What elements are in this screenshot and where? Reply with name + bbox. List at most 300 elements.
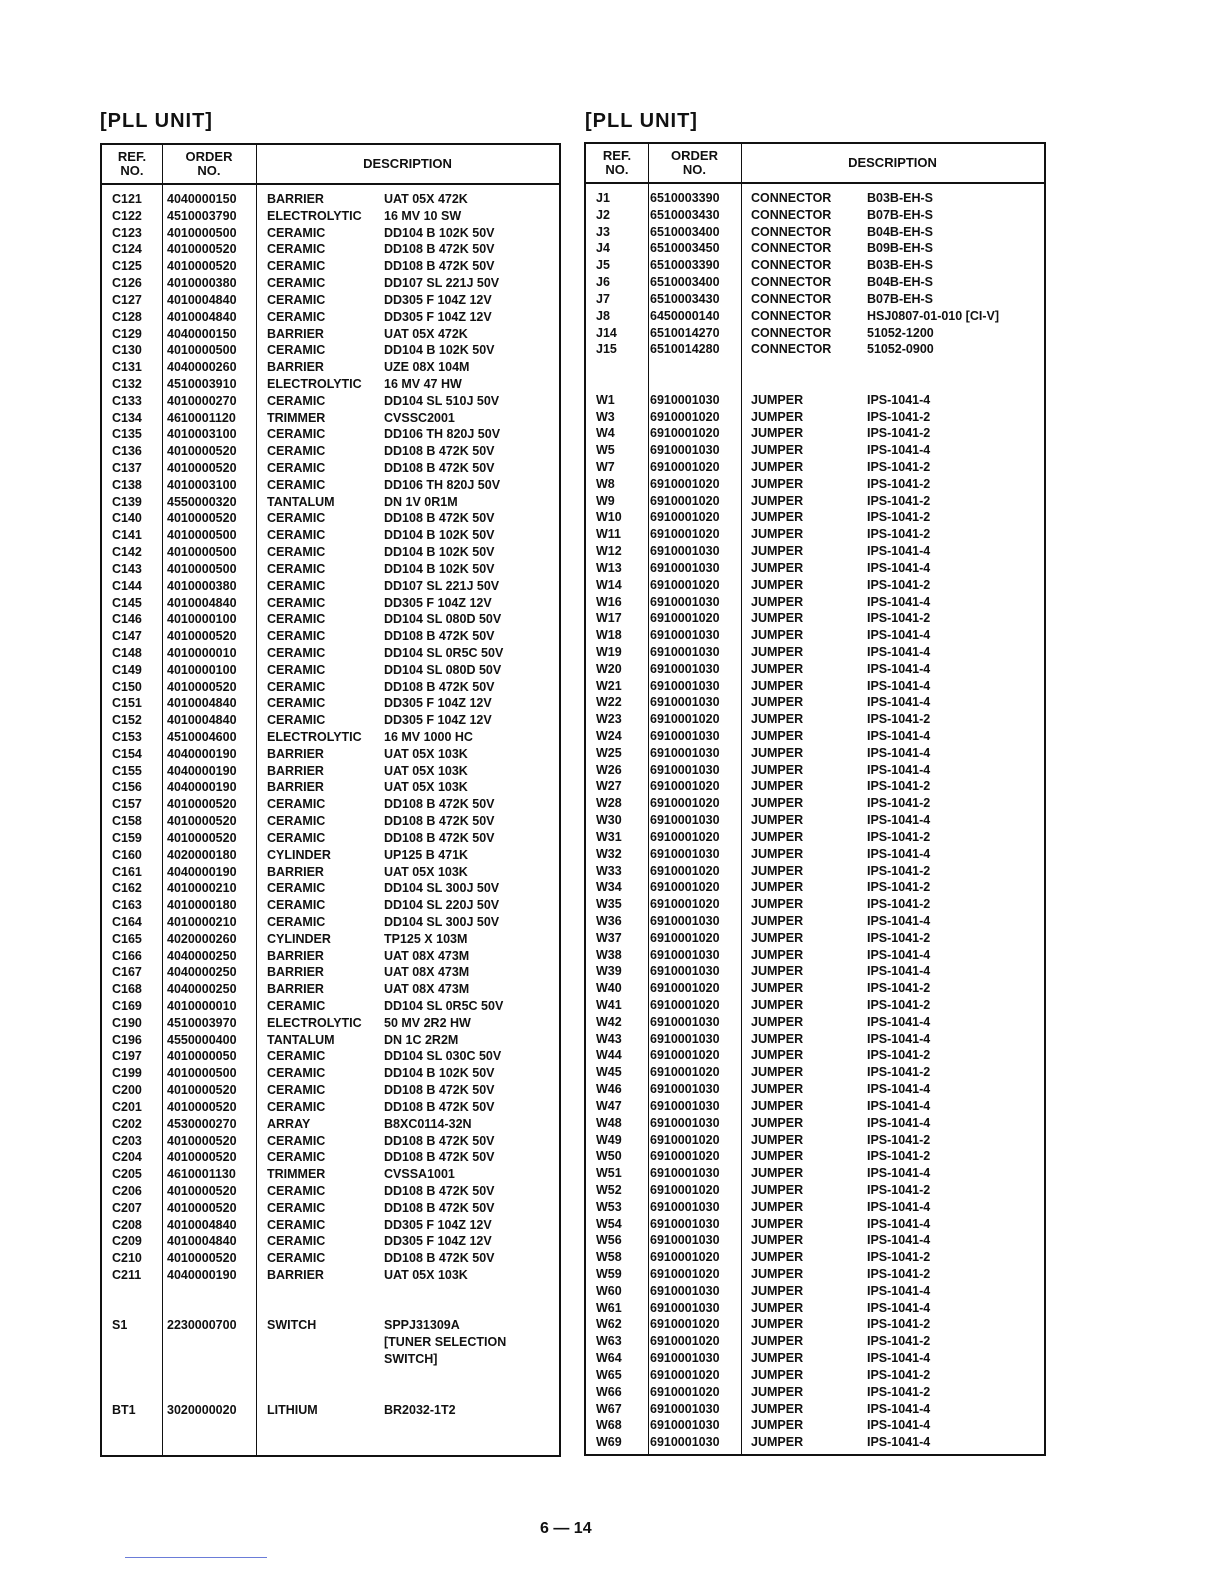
part-spec-cell: IPS-1041-4	[867, 560, 931, 575]
ref-no-cell: C164	[112, 914, 142, 929]
order-no-cell: 4010000270	[167, 393, 237, 408]
table-row	[102, 998, 559, 1015]
ref-no-cell: C143	[112, 561, 142, 576]
order-no-cell: 6510014270	[650, 325, 720, 340]
order-no-cell: 6910001030	[650, 1166, 720, 1181]
part-spec-cell: DD305 F 104Z 12V	[384, 696, 492, 711]
part-type-cell: CERAMIC	[267, 1049, 326, 1064]
table-row	[102, 712, 559, 729]
order-no-cell: 6510003450	[650, 241, 720, 256]
table-row	[102, 477, 559, 494]
ref-no-cell: C155	[112, 763, 142, 778]
order-no-cell: 4010000500	[167, 561, 237, 576]
table-row	[102, 410, 559, 427]
ref-no-cell: C169	[112, 999, 142, 1013]
part-spec-cell: B04B-EH-S	[867, 224, 933, 239]
part-type-cell: JUMPER	[751, 409, 804, 424]
order-no-cell: 4010000520	[167, 629, 237, 644]
part-spec-cell: DD305 F 104Z 12V	[384, 595, 492, 610]
part-spec-cell: IPS-1041-4	[867, 1199, 931, 1214]
part-type-cell: CERAMIC	[267, 1066, 326, 1081]
order-no-cell: 6910001020	[650, 897, 720, 912]
part-type-cell: CERAMIC	[267, 242, 326, 257]
part-spec-cell: 16 MV 10 SW	[384, 208, 462, 223]
part-spec-cell: IPS-1041-2	[867, 493, 931, 508]
header-description: DESCRIPTION	[363, 156, 452, 171]
ref-no-cell: W62	[596, 1317, 622, 1332]
table-row	[102, 1233, 559, 1250]
part-type-cell: CERAMIC	[267, 1133, 326, 1148]
order-no-cell: 6910001020	[650, 779, 720, 794]
order-no-cell: 6910001030	[650, 1435, 720, 1450]
ref-no-cell: C196	[112, 1032, 142, 1047]
ref-no-cell: W51	[596, 1166, 622, 1181]
part-type-cell: BARRIER	[267, 864, 324, 879]
table-row	[586, 829, 1044, 846]
table-row	[102, 948, 559, 965]
part-spec-cell: IPS-1041-4	[867, 729, 931, 743]
order-no-cell: 4010000520	[167, 444, 237, 459]
order-no-cell: 6910001030	[650, 745, 720, 760]
ref-no-cell: C123	[112, 225, 142, 240]
part-type-cell: JUMPER	[751, 1132, 804, 1147]
ref-no-cell: W16	[596, 594, 622, 609]
ref-no-cell: W54	[596, 1216, 622, 1231]
ref-no-cell: C197	[112, 1049, 142, 1064]
part-type-cell: JUMPER	[751, 729, 804, 743]
order-no-cell: 6910001030	[650, 1199, 720, 1214]
table-row	[102, 779, 559, 796]
part-type-cell: CERAMIC	[267, 561, 326, 576]
part-spec-cell: B03B-EH-S	[867, 258, 933, 273]
part-type-cell: CERAMIC	[267, 814, 326, 829]
part-spec-cell: 51052-1200	[867, 325, 934, 340]
part-type-cell: JUMPER	[751, 1048, 804, 1063]
ref-no-cell: W47	[596, 1098, 622, 1113]
table-row	[586, 644, 1044, 661]
ref-no-cell: W20	[596, 661, 622, 676]
part-spec-cell: DD108 B 472K 50V	[384, 1183, 495, 1198]
order-no-cell: 4010000100	[167, 612, 237, 627]
order-no-cell: 4010000500	[167, 1066, 237, 1081]
ref-no-cell: C149	[112, 662, 142, 677]
ref-no-cell: J7	[596, 291, 610, 306]
part-type-cell: JUMPER	[751, 1031, 804, 1046]
part-spec-cell: HSJ0807-01-010 [CI-V]	[867, 308, 1000, 323]
table-row	[586, 1031, 1044, 1048]
order-no-cell: 6910001030	[650, 544, 720, 559]
table-row	[102, 1048, 559, 1065]
part-spec-cell: DN 1V 0R1M	[384, 494, 458, 509]
table-row	[102, 426, 559, 443]
order-no-cell: 4040000190	[167, 1268, 237, 1282]
part-type-cell: JUMPER	[751, 1182, 804, 1197]
order-no-cell: 4040000250	[167, 982, 237, 997]
table-row	[586, 1367, 1044, 1384]
ref-no-cell: W13	[596, 560, 622, 575]
table-row	[102, 1250, 559, 1267]
ref-no-cell: C160	[112, 847, 142, 862]
order-no-cell: 6910001020	[650, 1267, 720, 1281]
part-type-cell: CERAMIC	[267, 645, 326, 660]
part-spec-cell: IPS-1041-4	[867, 695, 931, 710]
table-row	[586, 778, 1044, 795]
order-no-cell: 6910001020	[650, 930, 720, 945]
ref-no-cell: J8	[596, 308, 610, 323]
table-row	[102, 275, 559, 292]
order-no-cell: 6910001030	[650, 1401, 720, 1416]
order-no-cell: 4010000500	[167, 545, 237, 560]
table-row	[102, 880, 559, 897]
order-no-cell: 4010000520	[167, 1133, 237, 1148]
part-type-cell: TRIMMER	[267, 410, 326, 425]
ref-no-cell: J6	[596, 275, 610, 290]
ref-no-cell: C205	[112, 1167, 142, 1182]
table-row	[586, 392, 1044, 409]
order-no-cell: 6910001030	[650, 594, 720, 609]
order-no-cell: 6910001030	[650, 560, 720, 575]
part-type-cell: JUMPER	[751, 1435, 804, 1450]
part-spec-cell: DD104 B 102K 50V	[384, 561, 495, 576]
part-type-cell: CERAMIC	[267, 679, 326, 694]
ref-no-cell: C142	[112, 545, 142, 560]
part-spec-cell: IPS-1041-4	[867, 594, 931, 609]
table-row	[586, 963, 1044, 980]
order-no-cell: 4010000520	[167, 1183, 237, 1198]
part-spec-cell: IPS-1041-4	[867, 1014, 931, 1029]
order-no-cell: 4040000190	[167, 763, 237, 778]
part-type-cell: JUMPER	[751, 1367, 804, 1382]
part-spec-cell: IPS-1041-4	[867, 947, 931, 962]
ref-no-cell: C152	[112, 713, 142, 728]
ref-no-cell: C158	[112, 814, 142, 829]
part-spec-cell: DD106 TH 820J 50V	[384, 427, 501, 442]
order-no-cell: 4010004840	[167, 595, 237, 610]
part-type-cell: JUMPER	[751, 1267, 804, 1281]
table-row	[586, 425, 1044, 442]
ref-no-cell: BT1	[112, 1402, 136, 1417]
table-row	[586, 341, 1044, 358]
table-row	[586, 577, 1044, 594]
order-no-cell: 6910001030	[650, 762, 720, 777]
table-row	[586, 543, 1044, 560]
order-no-cell: 4010004840	[167, 309, 237, 324]
order-no-cell: 4010000210	[167, 881, 237, 896]
order-no-cell: 6910001030	[650, 392, 720, 407]
ref-no-cell: W52	[596, 1182, 622, 1197]
table-row	[586, 509, 1044, 526]
right-table-header	[586, 144, 1044, 184]
table-row	[102, 208, 559, 225]
ref-no-cell: C153	[112, 730, 142, 744]
part-spec-cell: [TUNER SELECTION	[384, 1335, 507, 1350]
part-type-cell: JUMPER	[751, 930, 804, 945]
part-spec-cell: 16 MV 1000 HC	[384, 730, 473, 744]
part-type-cell: CONNECTOR	[751, 224, 832, 239]
ref-no-cell: W1	[596, 392, 615, 407]
order-no-cell: 6910001020	[650, 880, 720, 895]
order-no-cell: 6910001020	[650, 1317, 720, 1332]
part-type-cell: JUMPER	[751, 493, 804, 508]
part-spec-cell: DD305 F 104Z 12V	[384, 292, 492, 307]
ref-no-cell: J2	[596, 207, 610, 222]
part-spec-cell: IPS-1041-2	[867, 829, 931, 844]
order-no-cell: 6910001030	[650, 628, 720, 643]
part-type-cell: JUMPER	[751, 1216, 804, 1231]
order-no-cell: 6910001030	[650, 1351, 720, 1366]
ref-no-cell: C138	[112, 477, 142, 492]
table-row	[102, 342, 559, 359]
part-spec-cell: UAT 08X 473M	[384, 965, 470, 980]
order-no-cell: 6910001030	[650, 1098, 720, 1113]
part-spec-cell: DD108 B 472K 50V	[384, 259, 495, 274]
ref-no-cell: W34	[596, 880, 622, 895]
ref-no-cell: C130	[112, 343, 142, 358]
ref-no-cell: W63	[596, 1334, 622, 1349]
part-spec-cell: IPS-1041-2	[867, 409, 931, 424]
table-row	[102, 1301, 559, 1318]
ref-no-cell: W37	[596, 930, 622, 945]
table-row	[102, 309, 559, 326]
table-row	[102, 1082, 559, 1099]
table-row	[586, 1232, 1044, 1249]
order-no-cell: 4010000520	[167, 830, 237, 845]
part-spec-cell: SPPJ31309A	[384, 1318, 460, 1333]
table-row	[586, 325, 1044, 342]
part-spec-cell: DD108 B 472K 50V	[384, 511, 495, 526]
ref-no-cell: S1	[112, 1318, 128, 1333]
part-type-cell: JUMPER	[751, 560, 804, 575]
part-spec-cell: DD305 F 104Z 12V	[384, 309, 492, 324]
table-row	[586, 1115, 1044, 1132]
part-spec-cell: UAT 08X 473M	[384, 948, 470, 963]
order-no-cell: 6510003400	[650, 275, 720, 290]
part-spec-cell: IPS-1041-4	[867, 1233, 931, 1248]
part-type-cell: CERAMIC	[267, 1234, 326, 1249]
order-no-cell: 4010004840	[167, 1217, 237, 1232]
order-no-cell: 4010000520	[167, 259, 237, 274]
part-spec-cell: IPS-1041-4	[867, 392, 931, 407]
table-row	[586, 224, 1044, 241]
part-type-cell: JUMPER	[751, 1334, 804, 1349]
table-row	[586, 980, 1044, 997]
part-spec-cell: IPS-1041-2	[867, 1149, 931, 1164]
ref-no-cell: W41	[596, 998, 622, 1012]
part-spec-cell: IPS-1041-4	[867, 1082, 931, 1097]
table-row	[102, 376, 559, 393]
part-type-cell: BARRIER	[267, 982, 324, 997]
ref-no-cell: W61	[596, 1300, 622, 1315]
table-row	[102, 914, 559, 931]
table-row	[586, 678, 1044, 695]
part-type-cell: CYLINDER	[267, 847, 331, 862]
order-no-cell: 6910001020	[650, 998, 720, 1012]
table-row	[102, 1334, 559, 1351]
part-type-cell: CERAMIC	[267, 461, 326, 475]
part-spec-cell: DD104 SL 0R5C 50V	[384, 645, 504, 660]
part-spec-cell: UAT 08X 473M	[384, 982, 470, 997]
table-row	[586, 997, 1044, 1014]
part-type-cell: BARRIER	[267, 780, 324, 795]
part-type-cell: JUMPER	[751, 644, 804, 659]
part-type-cell: ELECTROLYTIC	[267, 376, 362, 391]
order-no-cell: 4020000180	[167, 847, 237, 862]
table-row	[586, 1249, 1044, 1266]
part-type-cell: CONNECTOR	[751, 258, 832, 273]
table-row	[586, 476, 1044, 493]
order-no-cell: 6510014280	[650, 342, 720, 357]
order-no-cell: 4010000520	[167, 1251, 237, 1266]
part-spec-cell: DD108 B 472K 50V	[384, 242, 495, 257]
part-type-cell: JUMPER	[751, 846, 804, 861]
order-no-cell: 4610001130	[167, 1167, 236, 1182]
ref-no-cell: W69	[596, 1435, 622, 1450]
table-row	[586, 1064, 1044, 1081]
right-panel-title: [PLL UNIT]	[585, 110, 698, 132]
table-row	[586, 846, 1044, 863]
part-type-cell: CERAMIC	[267, 1150, 326, 1165]
order-no-cell: 4010000500	[167, 343, 237, 358]
table-row	[586, 1165, 1044, 1182]
part-type-cell: JUMPER	[751, 1233, 804, 1248]
table-row	[586, 913, 1044, 930]
order-no-cell: 4040000250	[167, 965, 237, 980]
table-row	[102, 763, 559, 780]
left-panel-title: [PLL UNIT]	[100, 110, 213, 132]
table-row	[102, 1015, 559, 1032]
part-spec-cell: DD305 F 104Z 12V	[384, 1234, 492, 1249]
ref-no-cell: W26	[596, 762, 622, 777]
ref-no-cell: C126	[112, 276, 142, 291]
table-row	[586, 1148, 1044, 1165]
part-spec-cell: IPS-1041-2	[867, 1367, 931, 1382]
part-type-cell: CYLINDER	[267, 931, 331, 946]
part-type-cell: CERAMIC	[267, 1200, 326, 1215]
part-type-cell: JUMPER	[751, 1384, 804, 1399]
table-row	[102, 628, 559, 645]
table-row	[102, 830, 559, 847]
part-spec-cell: DD104 B 102K 50V	[384, 1066, 495, 1081]
part-type-cell: CERAMIC	[267, 444, 326, 459]
part-spec-cell: IPS-1041-2	[867, 510, 931, 525]
part-type-cell: LITHIUM	[267, 1402, 318, 1417]
part-type-cell: TANTALUM	[267, 1032, 335, 1047]
table-row	[586, 947, 1044, 964]
order-no-cell: 6910001030	[650, 1082, 720, 1097]
ref-no-cell: C167	[112, 965, 142, 980]
part-spec-cell: UAT 05X 103K	[384, 780, 468, 795]
order-no-cell: 6910001030	[650, 1014, 720, 1029]
ref-no-cell: W27	[596, 779, 622, 794]
table-row	[102, 847, 559, 864]
ref-no-cell: C200	[112, 1083, 142, 1098]
ref-no-cell: C148	[112, 645, 142, 660]
ref-no-cell: W44	[596, 1048, 622, 1063]
part-spec-cell: IPS-1041-4	[867, 443, 931, 458]
ref-no-cell: C162	[112, 881, 142, 896]
part-type-cell: CERAMIC	[267, 898, 326, 913]
table-row	[102, 1032, 559, 1049]
ref-no-cell: W59	[596, 1267, 622, 1281]
part-type-cell: ELECTROLYTIC	[267, 208, 362, 223]
part-type-cell: CERAMIC	[267, 528, 326, 543]
ref-no-cell: W17	[596, 611, 622, 626]
part-spec-cell: DD108 B 472K 50V	[384, 1251, 495, 1266]
part-spec-cell: DD106 TH 820J 50V	[384, 477, 501, 492]
part-type-cell: JUMPER	[751, 1250, 804, 1265]
table-row	[102, 864, 559, 881]
ref-no-cell: W30	[596, 813, 622, 828]
part-spec-cell: 51052-0900	[867, 342, 934, 357]
part-spec-cell: TP125 X 103M	[384, 931, 468, 946]
ref-no-cell: W25	[596, 745, 622, 760]
part-type-cell: JUMPER	[751, 998, 804, 1012]
part-type-cell: JUMPER	[751, 1300, 804, 1315]
part-type-cell: CONNECTOR	[751, 191, 832, 205]
order-no-cell: 6910001020	[650, 1250, 720, 1265]
order-no-cell: 6910001020	[650, 1048, 720, 1063]
ref-no-cell: W60	[596, 1283, 622, 1298]
order-no-cell: 4010000520	[167, 1083, 237, 1098]
ref-no-cell: W10	[596, 510, 622, 525]
table-row	[586, 375, 1044, 392]
part-type-cell: JUMPER	[751, 880, 804, 895]
order-no-cell: 4010000380	[167, 276, 237, 291]
order-no-cell: 6910001020	[650, 611, 720, 626]
part-type-cell: JUMPER	[751, 695, 804, 710]
order-no-cell: 3020000020	[167, 1402, 237, 1417]
ref-no-cell: W38	[596, 947, 622, 962]
ref-no-cell: C161	[112, 864, 142, 879]
order-no-cell: 4010000520	[167, 797, 237, 812]
table-row	[102, 258, 559, 275]
table-row	[586, 930, 1044, 947]
part-type-cell: JUMPER	[751, 981, 804, 996]
ref-no-cell: C140	[112, 511, 142, 526]
table-row	[586, 1350, 1044, 1367]
table-row	[102, 1267, 559, 1284]
part-type-cell: CERAMIC	[267, 309, 326, 324]
table-row	[586, 896, 1044, 913]
part-spec-cell: B04B-EH-S	[867, 275, 933, 290]
order-no-cell: 4040000150	[167, 326, 237, 341]
part-type-cell: CERAMIC	[267, 225, 326, 240]
part-type-cell: CERAMIC	[267, 999, 326, 1013]
part-type-cell: BARRIER	[267, 746, 324, 761]
part-spec-cell: 16 MV 47 HW	[384, 376, 462, 391]
table-row	[102, 796, 559, 813]
part-spec-cell: DD104 B 102K 50V	[384, 343, 495, 358]
order-no-cell: 4010000520	[167, 1200, 237, 1215]
order-no-cell: 4010000520	[167, 511, 237, 526]
part-type-cell: CERAMIC	[267, 343, 326, 358]
order-no-cell: 6910001020	[650, 1334, 720, 1349]
order-no-cell: 4040000190	[167, 780, 237, 795]
order-no-cell: 4610001120	[167, 410, 236, 425]
part-type-cell: JUMPER	[751, 897, 804, 912]
part-type-cell: JUMPER	[751, 476, 804, 491]
table-row	[102, 981, 559, 998]
order-no-cell: 4010000050	[167, 1049, 237, 1064]
table-row	[102, 1166, 559, 1183]
part-spec-cell: IPS-1041-4	[867, 1418, 931, 1433]
part-type-cell: BARRIER	[267, 360, 324, 375]
table-row	[102, 578, 559, 595]
table-row	[102, 1149, 559, 1166]
order-no-cell: 6450000140	[650, 308, 720, 323]
part-spec-cell: DD104 SL 0R5C 50V	[384, 999, 504, 1013]
part-type-cell: CERAMIC	[267, 393, 326, 408]
